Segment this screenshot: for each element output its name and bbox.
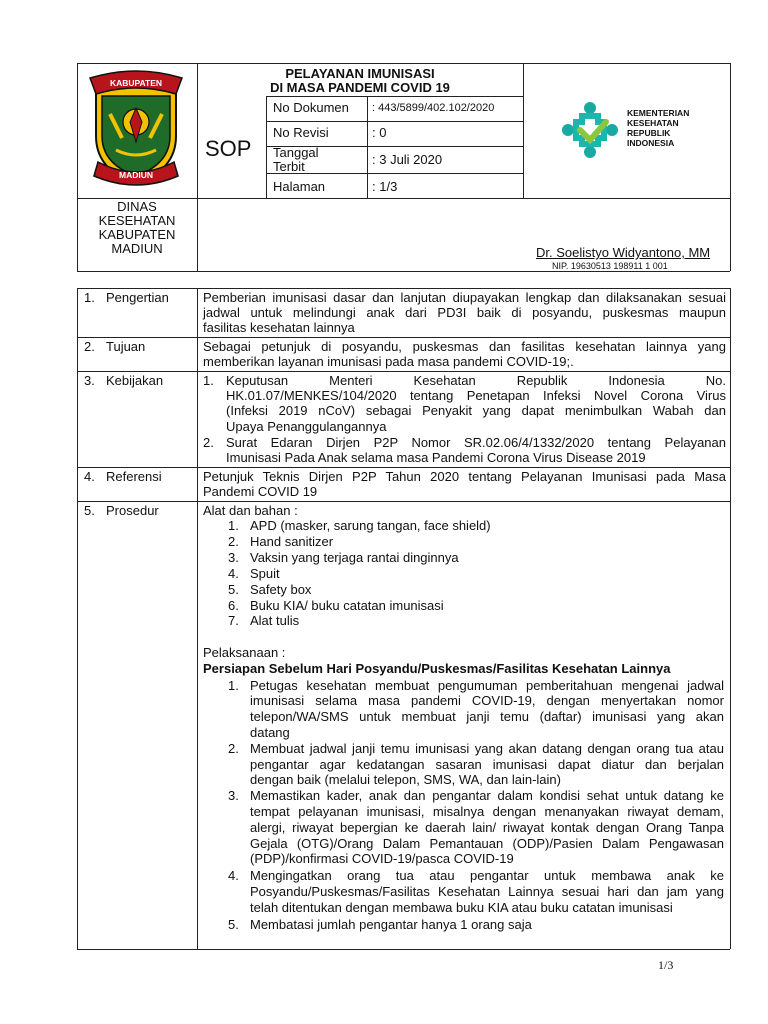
ministry-name-4: INDONESIA	[627, 138, 675, 148]
tool-number: 7.	[228, 613, 239, 628]
step-3-line: alergi, riwayat bepergian ke daerah lain/ riwayat kontak dengan Orang Tanpa	[250, 820, 724, 835]
tool-item: Spuit	[250, 566, 280, 581]
section-1-label: Pengertian	[106, 290, 169, 305]
agency-line-4: MADIUN	[111, 241, 163, 256]
issue-date-label: Tanggal	[273, 145, 319, 160]
section-5-number: 5.	[84, 503, 95, 518]
step-2-line: dengan baik (melalui telepon, SMS, WA, dan lain-lain)	[250, 772, 561, 787]
preparation-heading: Persiapan Sebelum Hari Posyandu/Puskesmas/Fasilitas Kesehatan Lainnya	[203, 661, 671, 676]
step-5-number: 5.	[228, 917, 239, 932]
step-2-line: Membuat jadwal janji temu imunisasi yang akan datang dengan orang tua atau	[250, 741, 724, 756]
tool-item: APD (masker, sarung tangan, face shield)	[250, 518, 491, 533]
tool-item: Hand sanitizer	[250, 534, 334, 549]
page-value: : 1/3	[372, 179, 398, 194]
document-title-line2: DI MASA PANDEMI COVID 19	[270, 80, 450, 95]
step-4-line: Posyandu/Puskesmas/Fasilitas Kesehatan Lainnya sesuai hari dan jam yang	[250, 884, 724, 899]
step-3-line: tempat pelayanan imunisasi, misalnya dengan menanyakan riwayat demam,	[250, 804, 724, 819]
tool-number: 2.	[228, 534, 239, 549]
policy-item-1-line: (Infeksi 2019 nCoV) sebagai Penyakit yang dapat menimbulkan Wabah dan	[226, 403, 726, 418]
tool-number: 1.	[228, 518, 239, 533]
tool-item: Safety box	[250, 582, 312, 597]
section-2-line: Sebagai petunjuk di posyandu, puskesmas dan fasilitas kesehatan lainnya yang	[203, 339, 726, 354]
section-4-line: Petunjuk Teknis Dirjen P2P Tahun 2020 tentang Pelayanan Imunisasi pada Masa	[203, 469, 726, 484]
issue-date-value: : 3 Juli 2020	[372, 152, 443, 167]
step-4-line: telah ditentukan dengan membawa buku KIA atau buku catatan imunisasi	[250, 900, 673, 915]
tool-item: Alat tulis	[250, 613, 300, 628]
step-1-line: Petugas kesehatan membuat pengumuman pemberitahuan mengenai jadwal	[250, 678, 724, 693]
policy-item-1-line: Keputusan Menteri Kesehatan Republik Indonesia No.	[226, 373, 726, 388]
section-2-number: 2.	[84, 339, 95, 354]
step-3-line: (PDP)/konfirmasi COVID-19/pasca COVID-19	[250, 851, 514, 866]
section-1-line: Pemberian imunisasi dasar dan lanjutan diupayakan lengkap dan dilaksanakan sesuai	[203, 290, 726, 305]
section-4-number: 4.	[84, 469, 95, 484]
step-1-line: telepon/WA/SMS untuk membuat janji temu (daftar) imunisasi yang akan	[250, 709, 724, 724]
policy-item-2-line: Surat Edaran Dirjen P2P Nomor SR.02.06/4/1332/2020 tentang Pelayanan	[226, 435, 726, 450]
policy-item-2-line: Imunisasi Pada Anak selama masa Pandemi Corona Virus Disease 2019	[226, 450, 646, 465]
step-4-number: 4.	[228, 868, 239, 883]
page-label: Halaman	[273, 179, 326, 194]
section-4-label: Referensi	[106, 469, 162, 484]
step-3-line: Gejala (OTG)/Orang Dalam Pemantauan (ODP)/Pasien Dalam Pengawasan	[250, 836, 724, 851]
section-2-label: Tujuan	[106, 339, 146, 354]
doc-number-value: : 443/5899/402.102/2020	[372, 102, 495, 114]
section-1-number: 1.	[84, 290, 95, 305]
tool-number: 3.	[228, 550, 239, 565]
ministry-name-1: KEMENTERIAN	[627, 108, 690, 118]
signer-nip: NIP. 19630513 198911 1 001	[552, 261, 668, 271]
emblem-text-top: KABUPATEN	[109, 78, 163, 88]
signer-name: Dr. Soelistyo Widyantono, MM	[536, 245, 711, 260]
doc-number-label: No Dokumen	[273, 100, 349, 115]
policy-item-1-number: 1.	[203, 373, 214, 388]
section-4-line: Pandemi COVID 19	[203, 484, 318, 499]
section-3-number: 3.	[84, 373, 95, 388]
ministry-name-2: KESEHATAN	[627, 118, 679, 128]
step-3-number: 3.	[228, 788, 239, 803]
page-number: 1/3	[658, 958, 674, 972]
step-1-line: imunisasi selama masa pandemi COVID-19, dengan menyertakan nomor	[250, 693, 724, 708]
ministry-name-3: REPUBLIK	[627, 128, 671, 138]
issue-date-label-2: Terbit	[273, 159, 305, 174]
revision-value: : 0	[372, 125, 387, 140]
step-3-line: Memastikan kader, anak dan pengantar dalam kondisi sehat untuk datang ke	[250, 788, 724, 803]
agency-line-2: KESEHATAN	[98, 213, 176, 228]
policy-item-1-line: HK.01.07/MENKES/104/2020 tentang Penetapan Infeksi Novel Corona Virus	[226, 388, 726, 403]
section-1-line: jadwal untuk melindungi anak dari PD3I baik di posyandu, puskesmas maupun	[203, 305, 726, 320]
tool-number: 5.	[228, 582, 239, 597]
section-3-label: Kebijakan	[106, 373, 164, 388]
step-2-number: 2.	[228, 741, 239, 756]
emblem-text-bottom: MADIUN	[119, 170, 153, 180]
sop-label: SOP	[205, 136, 252, 161]
revision-label: No Revisi	[273, 125, 329, 140]
step-2-line: pengantar agar kedatangan sasaran imunisasi dapat diatur dan berjalan	[250, 757, 724, 772]
section-2-line: memberikan layanan imunisasi pada masa pandemi COVID-19;.	[203, 354, 574, 369]
policy-item-1-line: Upaya Penanggulangannya	[226, 419, 387, 434]
document-title-line1: PELAYANAN IMUNISASI	[285, 66, 435, 81]
implementation-heading: Pelaksanaan :	[203, 645, 286, 660]
tool-number: 6.	[228, 598, 239, 613]
step-5-line: Membatasi jumlah pengantar hanya 1 orang saja	[250, 917, 532, 932]
agency-line-1: DINAS	[117, 199, 157, 214]
section-5-label: Prosedur	[106, 503, 159, 518]
agency-line-3: KABUPATEN	[98, 227, 176, 242]
step-1-line: datang	[250, 725, 290, 740]
tool-item: Buku KIA/ buku catatan imunisasi	[250, 598, 444, 613]
tool-number: 4.	[228, 566, 239, 581]
section-1-line: fasilitas kesehatan lainnya	[203, 320, 355, 335]
policy-item-2-number: 2.	[203, 435, 214, 450]
step-1-number: 1.	[228, 678, 239, 693]
kemenkes-logo	[560, 100, 620, 160]
step-4-line: Mengingatkan orang tua atau pengantar untuk membawa anak ke	[250, 868, 724, 883]
tools-heading: Alat dan bahan :	[203, 503, 298, 518]
tool-item: Vaksin yang terjaga rantai dinginnya	[250, 550, 459, 565]
